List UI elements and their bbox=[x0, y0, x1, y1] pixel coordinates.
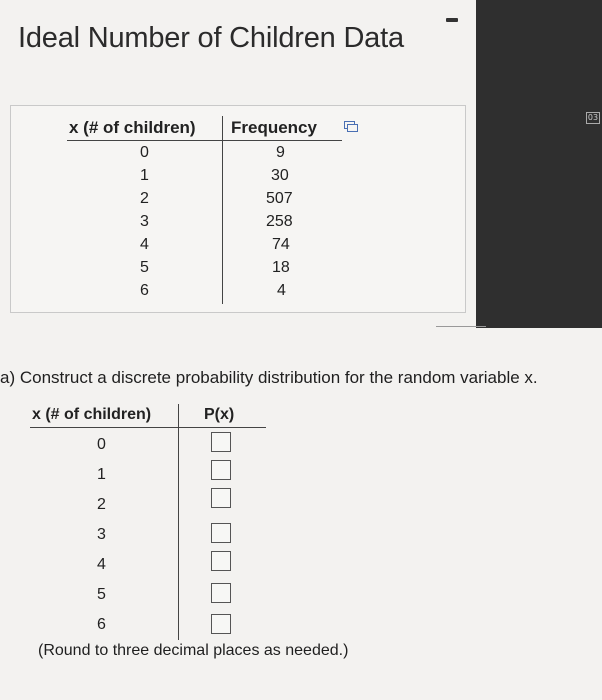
table-row-x: 1 bbox=[140, 167, 149, 184]
data-table-header-frequency: Frequency bbox=[231, 118, 317, 137]
page-title: Ideal Number of Children Data bbox=[18, 22, 404, 54]
data-table-header-rule bbox=[67, 140, 342, 141]
data-table-header-x: x (# of children) bbox=[69, 118, 196, 137]
table-row-x: 3 bbox=[140, 213, 149, 230]
answer-row-x: 3 bbox=[97, 526, 106, 543]
answer-row-x: 5 bbox=[97, 586, 106, 603]
table-row-x: 5 bbox=[140, 259, 149, 276]
answer-table-header-x: x (# of children) bbox=[32, 406, 152, 423]
title-dash bbox=[446, 18, 458, 22]
px-answer-input-4[interactable] bbox=[211, 551, 231, 571]
panel-tab-icon[interactable]: 03 bbox=[587, 113, 599, 122]
px-answer-input-3[interactable] bbox=[211, 523, 231, 543]
answer-row-x: 4 bbox=[97, 556, 106, 573]
copy-icon[interactable] bbox=[344, 121, 358, 133]
table-row-frequency: 507 bbox=[266, 190, 293, 207]
table-row-x: 6 bbox=[140, 282, 149, 299]
table-row-frequency: 74 bbox=[272, 236, 290, 253]
side-panel bbox=[476, 0, 602, 328]
px-answer-input-1[interactable] bbox=[211, 460, 231, 480]
data-table-box bbox=[10, 105, 466, 313]
px-answer-input-0[interactable] bbox=[211, 432, 231, 452]
px-answer-input-2[interactable] bbox=[211, 488, 231, 508]
answer-table-column-rule bbox=[178, 404, 179, 640]
answer-row-x: 1 bbox=[97, 466, 106, 483]
px-answer-input-5[interactable] bbox=[211, 583, 231, 603]
table-row-x: 2 bbox=[140, 190, 149, 207]
table-row-x: 0 bbox=[140, 144, 149, 161]
rounding-note: (Round to three decimal places as needed.) bbox=[38, 642, 349, 659]
table-row-frequency: 258 bbox=[266, 213, 293, 230]
answer-table-header-rule bbox=[30, 427, 266, 428]
answer-row-x: 6 bbox=[97, 616, 106, 633]
data-table-column-rule bbox=[222, 116, 223, 304]
table-row-frequency: 4 bbox=[277, 282, 286, 299]
table-row-frequency: 18 bbox=[272, 259, 290, 276]
question-part-a: a) Construct a discrete probability distribution for the random variable x. bbox=[0, 368, 538, 387]
answer-row-x: 2 bbox=[97, 496, 106, 513]
answer-table-header-px: P(x) bbox=[204, 406, 235, 423]
table-row-x: 4 bbox=[140, 236, 149, 253]
table-row-frequency: 30 bbox=[271, 167, 289, 184]
panel-divider bbox=[436, 326, 486, 327]
px-answer-input-6[interactable] bbox=[211, 614, 231, 634]
answer-row-x: 0 bbox=[97, 436, 106, 453]
table-row-frequency: 9 bbox=[276, 144, 285, 161]
